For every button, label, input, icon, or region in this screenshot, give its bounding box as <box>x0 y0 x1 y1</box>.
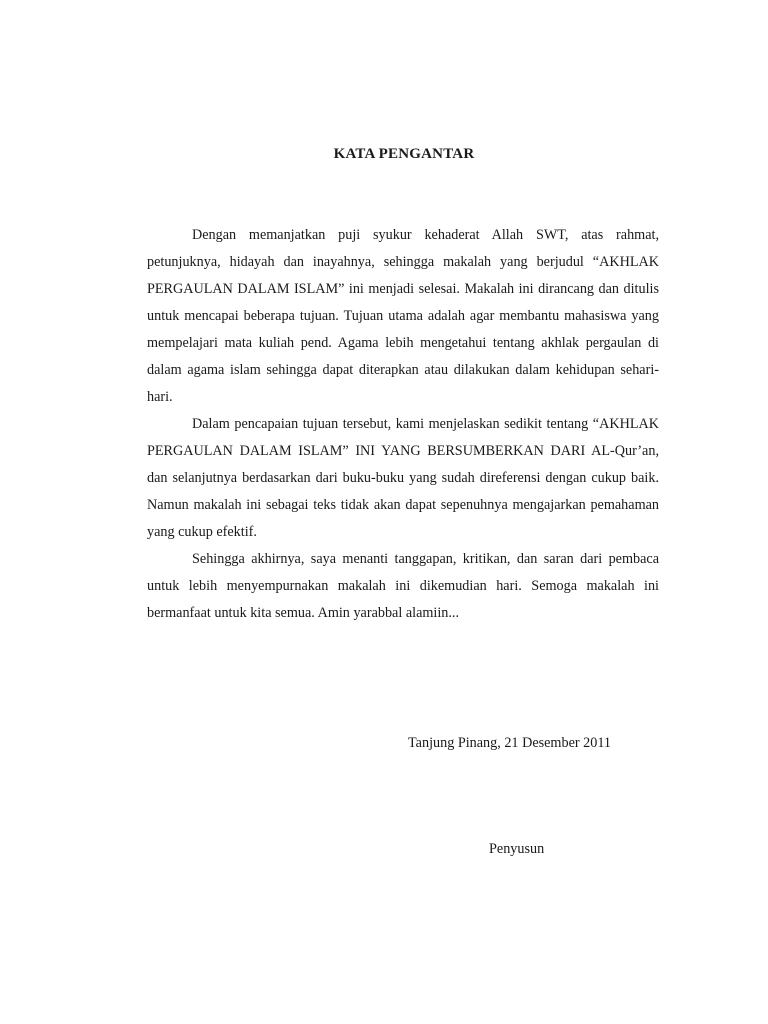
signature-label: Penyusun <box>489 841 545 857</box>
place-date: Tanjung Pinang, 21 Desember 2011 <box>408 735 611 751</box>
paragraph-3: Sehingga akhirnya, saya menanti tanggapan, kritikan, dan saran dari pembaca untuk lebih menyempurnakan makalah ini dikemudian hari. Semoga makalah ini bermanfaat untuk kita semua. Amin yarabbal alamiin... <box>147 551 659 621</box>
paragraph-2: Dalam pencapaian tujuan tersebut, kami menjelaskan sedikit tentang “AKHLAK PERGAULAN DALAM ISLAM” INI YANG BERSUMBERKAN DARI AL-Qur’an, dan selanjutnya berdasarkan dari buku-buku yang sudah direferensi dengan cukup baik. Namun makalah ini sebagai teks tidak akan dapat sepenuhnya mengajarkan pemahaman yang cukup efektif. <box>147 416 659 540</box>
paragraph-1: Dengan memanjatkan puji syukur kehaderat Allah SWT, atas rahmat, petunjuknya, hidayah dan inayahnya, sehingga makalah yang berjudul “AKHLAK PERGAULAN DALAM ISLAM” ini menjadi selesai. Makalah ini dirancang dan ditulis untuk mencapai beberapa tujuan. Tujuan utama adalah agar membantu mahasiswa yang mempelajari mata kuliah pend. Agama lebih mengetahui tentang akhlak pergaulan di dalam agama islam sehingga dapat diterapkan atau dilakukan dalam kehidupan sehari-hari. <box>147 227 659 405</box>
page-title: KATA PENGANTAR <box>333 146 475 162</box>
document-body <box>147 222 659 627</box>
